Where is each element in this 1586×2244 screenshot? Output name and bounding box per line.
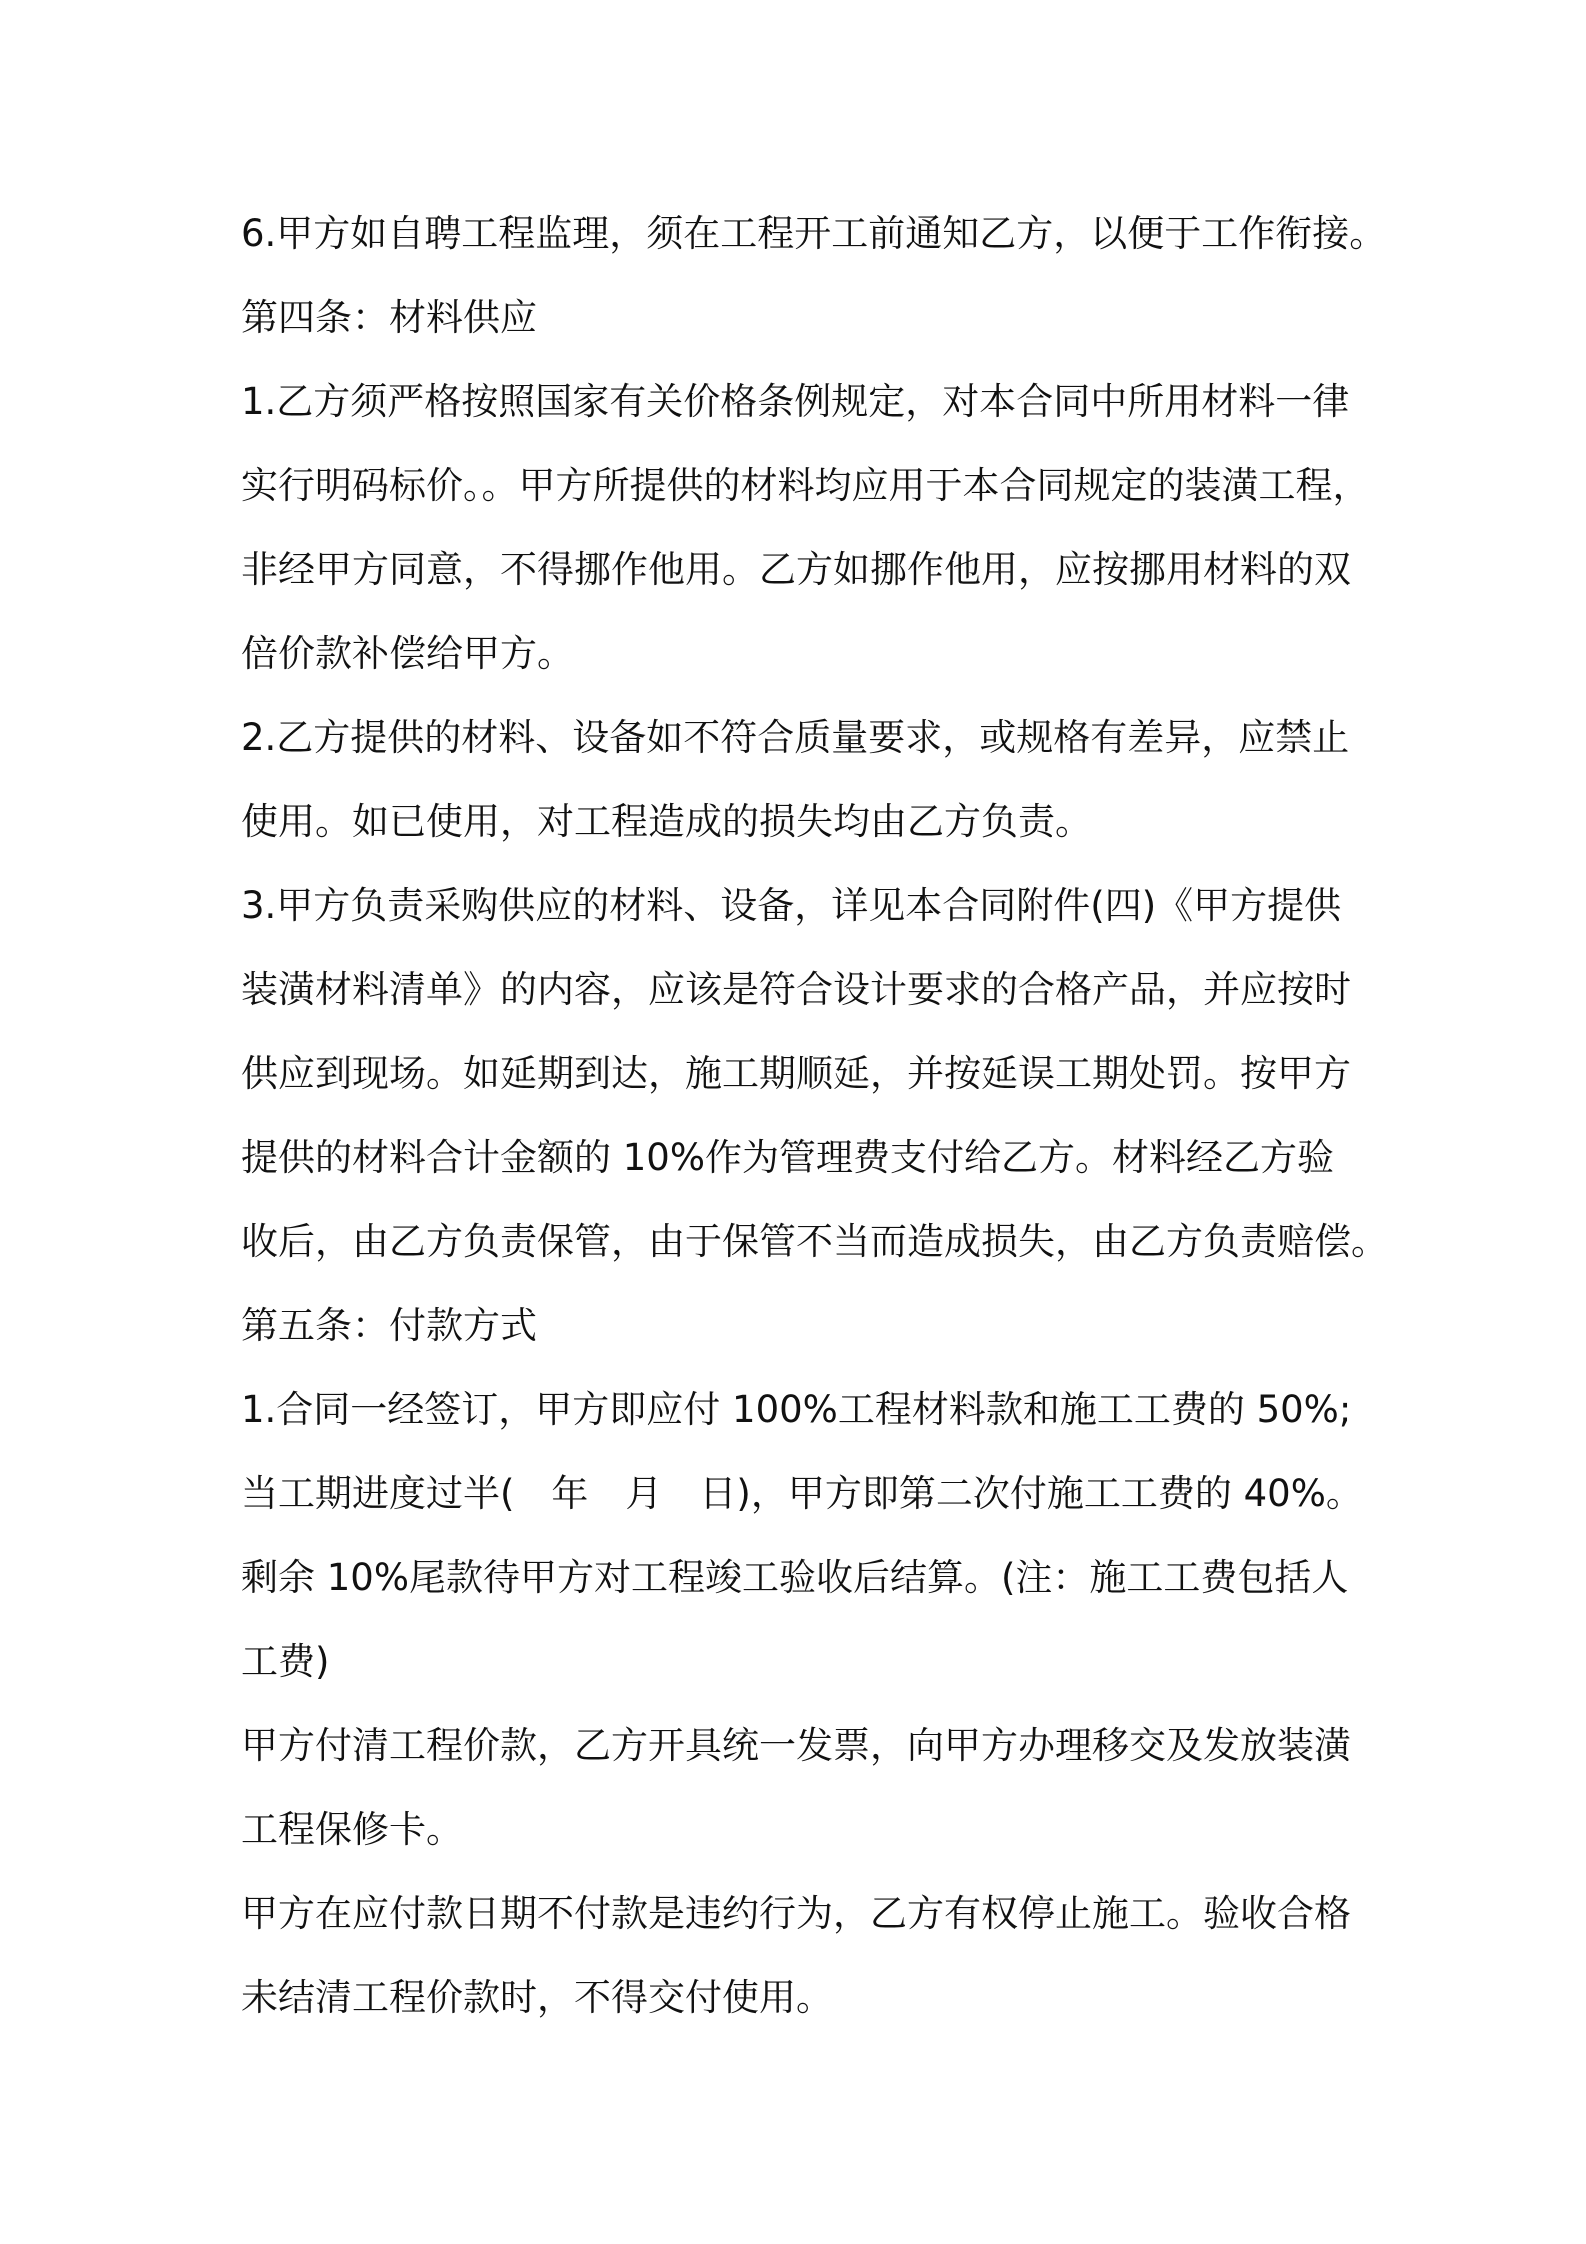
clause-5-default-line-2: 未结清工程价款时，不得交付使用。 xyxy=(241,1976,833,2019)
clause-5-item-1-line-3: 剩余 10%尾款待甲方对工程竣工验收后结算。(注：施工工费包括人 xyxy=(241,1556,1349,1599)
clause-4-item-2-line-1: 2.乙方提供的材料、设备如不符合质量要求，或规格有差异，应禁止 xyxy=(241,716,1350,759)
clause-4-item-3-line-1: 3.甲方负责采购供应的材料、设备，详见本合同附件(四)《甲方提供 xyxy=(241,884,1342,927)
clause-4-item-1-line-4: 倍价款补偿给甲方。 xyxy=(241,632,574,675)
clause-4-item-1-line-2: 实行明码标价。。甲方所提供的材料均应用于本合同规定的装潢工程， xyxy=(241,464,1370,507)
clause-5-item-1-line-2: 当工期进度过半( 年 月 日)，甲方即第二次付施工工费的 40%。 xyxy=(241,1472,1363,1515)
article-5-heading: 第五条：付款方式 xyxy=(241,1304,537,1347)
article-4-heading: 第四条：材料供应 xyxy=(241,296,537,339)
clause-5-default-line-1: 甲方在应付款日期不付款是违约行为，乙方有权停止施工。验收合格 xyxy=(241,1892,1351,1935)
clause-4-item-1-line-1: 1.乙方须严格按照国家有关价格条例规定，对本合同中所用材料一律 xyxy=(241,380,1350,423)
document-body xyxy=(241,192,1388,2040)
clause-4-item-3-line-3: 供应到现场。如延期到达，施工期顺延，并按延误工期处罚。按甲方 xyxy=(241,1052,1351,1095)
clause-4-item-2-line-2: 使用。如已使用，对工程造成的损失均由乙方负责。 xyxy=(241,800,1092,843)
clause-4-item-3-line-4: 提供的材料合计金额的 10%作为管理费支付给乙方。材料经乙方验 xyxy=(241,1136,1334,1179)
clause-4-item-3-line-2: 装潢材料清单》的内容，应该是符合设计要求的合格产品，并应按时 xyxy=(241,968,1351,1011)
clause-5-payment-invoice-line-1: 甲方付清工程价款，乙方开具统一发票，向甲方办理移交及发放装潢 xyxy=(241,1724,1351,1767)
clause-4-item-3-line-5: 收后，由乙方负责保管，由于保管不当而造成损失，由乙方负责赔偿。 xyxy=(241,1220,1388,1263)
clause-5-item-1-line-4: 工费) xyxy=(241,1640,330,1683)
clause-4-item-1-line-3: 非经甲方同意，不得挪作他用。乙方如挪作他用，应按挪用材料的双 xyxy=(241,548,1351,591)
clause-3-item-6: 6.甲方如自聘工程监理，须在工程开工前通知乙方，以便于工作衔接。 xyxy=(241,212,1387,255)
clause-5-item-1-line-1: 1.合同一经签订，甲方即应付 100%工程材料款和施工工费的 50%; xyxy=(241,1388,1352,1431)
clause-5-payment-invoice-line-2: 工程保修卡。 xyxy=(241,1808,463,1851)
